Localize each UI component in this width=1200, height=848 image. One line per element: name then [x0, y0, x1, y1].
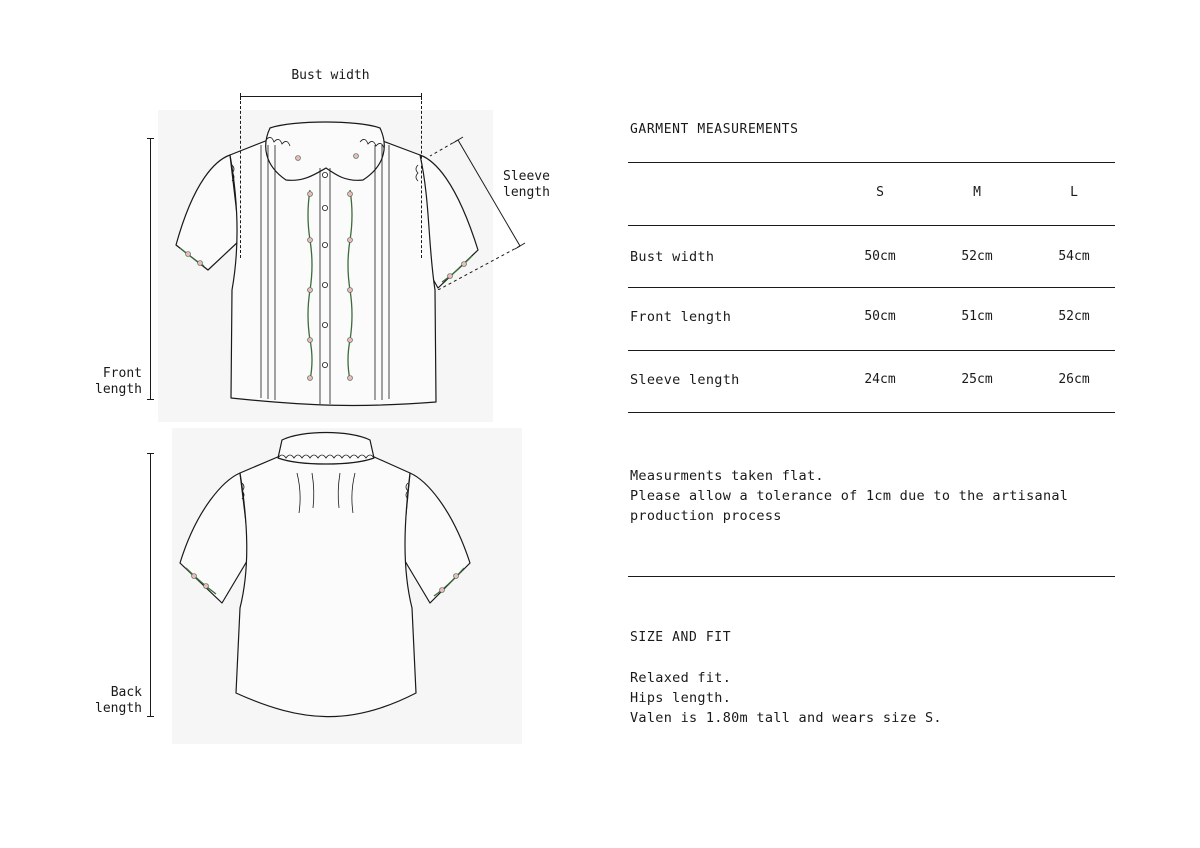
cell-sleeve-length-l: 26cm [1058, 372, 1090, 387]
cell-sleeve-length-m: 25cm [961, 372, 993, 387]
sleeve-length-label-line-2: length [503, 185, 550, 200]
back-length-label-line-1: Back [110, 685, 142, 700]
back-length-tick-top [147, 453, 154, 454]
size-header-s: S [876, 185, 884, 200]
sleeve-length-label-line-1: Sleeve [503, 169, 550, 184]
sleeve-length-measure-line [420, 130, 530, 290]
bust-width-guide-left [240, 96, 241, 258]
table-rule-top [628, 162, 1115, 163]
fit-line-2: Hips length. [630, 690, 732, 706]
back-length-label-line-2: length [95, 701, 142, 716]
fit-line-1: Relaxed fit. [630, 670, 732, 686]
table-rule-header [628, 225, 1115, 226]
table-rule-row-1 [628, 287, 1115, 288]
table-rule-row-2 [628, 350, 1115, 351]
size-fit-details [630, 668, 942, 728]
back-length-tick-bottom [147, 716, 154, 717]
size-header-m: M [973, 185, 981, 200]
note-line-1: Measurments taken flat. [630, 468, 824, 484]
row-label-front-length: Front length [630, 309, 732, 325]
fit-line-3: Valen is 1.80m tall and wears size S. [630, 710, 942, 726]
cell-bust-width-m: 52cm [961, 249, 993, 264]
note-line-2: Please allow a tolerance of 1cm due to the artisanal [630, 488, 1069, 504]
cell-bust-width-s: 50cm [864, 249, 896, 264]
cell-front-length-s: 50cm [864, 309, 896, 324]
row-label-bust-width: Bust width [630, 249, 715, 265]
size-header-l: L [1070, 185, 1078, 200]
notes-rule [628, 576, 1115, 577]
table-rule-bottom [628, 412, 1115, 413]
bust-width-measure-line [240, 96, 421, 97]
front-length-measure-line [150, 138, 151, 400]
front-length-label-line-1: Front [102, 366, 142, 381]
cell-front-length-m: 51cm [961, 309, 993, 324]
front-length-label-line-2: length [95, 382, 142, 397]
bust-width-label: Bust width [291, 68, 370, 83]
note-line-3: production process [630, 508, 782, 524]
cell-bust-width-l: 54cm [1058, 249, 1090, 264]
back-length-measure-line [150, 453, 151, 717]
back-shirt-illustration [172, 428, 522, 744]
cell-sleeve-length-s: 24cm [864, 372, 896, 387]
size-fit-title: SIZE AND FIT [630, 630, 732, 645]
front-length-tick-top [147, 138, 154, 139]
row-label-sleeve-length: Sleeve length [630, 372, 740, 388]
front-length-tick-bottom [147, 399, 154, 400]
cell-front-length-l: 52cm [1058, 309, 1090, 324]
measurement-notes [630, 466, 1068, 526]
measurements-title: GARMENT MEASUREMENTS [630, 122, 799, 137]
